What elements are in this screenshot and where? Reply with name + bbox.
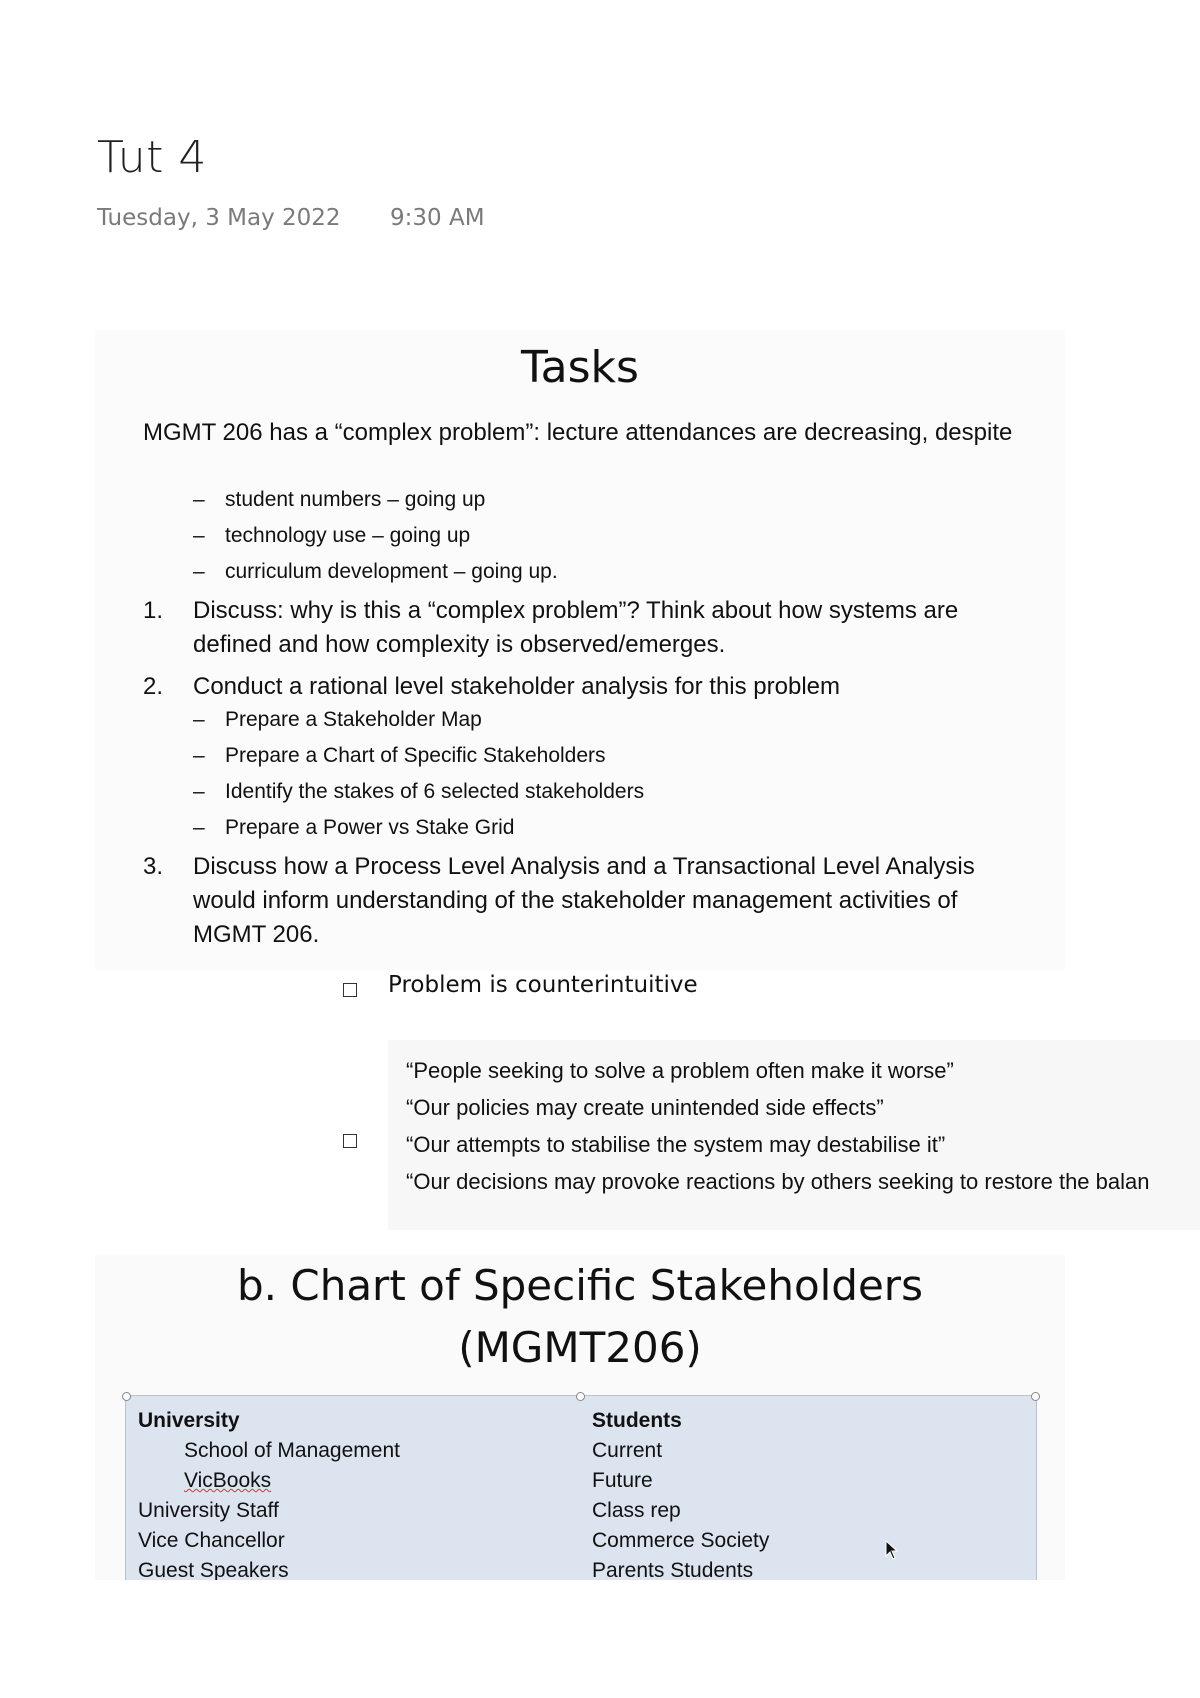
students-column [592,1406,769,1580]
task-sub-bullet: – Prepare a Stakeholder Map [193,708,482,731]
quote-line: “Our attempts to stabilise the system may destabilise it” [406,1132,946,1157]
slide-heading-line1: b. Chart of Specific Stakeholders [237,1261,923,1310]
intro-bullet: – student numbers – going up [193,488,486,511]
page-time: 9:30 AM [390,205,485,231]
slide-heading: Tasks [521,342,639,393]
task-item-2: 2. Conduct a rational level stakeholder analysis for this problem [143,673,841,700]
table-cell: Commerce Society [592,1529,770,1552]
stakeholder-chart-slide-image [95,1255,1065,1580]
table-cell: School of Management [184,1439,400,1462]
table-cell: Vice Chancellor [138,1529,285,1552]
task-sub-bullet: – Prepare a Chart of Specific Stakeholders [193,744,606,767]
resize-handle[interactable] [576,1392,585,1401]
table-cell: Class rep [592,1499,681,1522]
mouse-pointer-icon [885,1540,899,1560]
quote-line: “Our decisions may provoke reactions by others seeking to restore the balan [406,1169,1150,1194]
quote-line: “Our policies may create unintended side effects” [406,1095,884,1120]
page-date: Tuesday, 3 May 2022 [97,205,341,231]
table-cell: VicBooks [184,1469,272,1492]
slide-heading-line2: (MGMT206) [458,1323,702,1372]
checkbox-icon[interactable] [343,983,357,997]
table-cell: Future [592,1469,653,1492]
task-item-3: 3. Discuss how a Process Level Analysis and a Transactional Level Analysis would inform understanding of the stakeholder management activities of MGMT 206. [143,853,975,948]
note-text: Problem is counterintuitive [388,972,698,998]
column-header: Students [592,1409,682,1432]
table-cell: Current [592,1439,663,1462]
quotes-image [388,1040,1200,1230]
task-sub-bullet: – Prepare a Power vs Stake Grid [193,816,515,839]
slide-heading [95,1255,1065,1379]
task-sub-bullet: – Identify the stakes of 6 selected stakeholders [193,780,645,803]
table-cell: Parents Students [592,1559,754,1580]
checkbox-icon[interactable] [343,1134,357,1148]
intro-bullet: – curriculum development – going up. [193,560,558,583]
column-header: University [138,1409,240,1432]
quote-line: “People seeking to solve a problem often make it worse” [406,1058,954,1083]
page-title: Tut 4 [97,132,207,183]
university-column [138,1406,400,1580]
slide-intro: MGMT 206 has a “complex problem”: lecture attendances are decreasing, despite [143,419,1013,446]
task-item-1: 1. Discuss: why is this a “complex problem”? Think about how systems are defined and how complexity is observed/emerges. [143,597,959,658]
table-cell: University Staff [138,1499,279,1522]
resize-handle[interactable] [122,1392,131,1401]
tasks-slide-image [95,330,1065,970]
resize-handle[interactable] [1031,1392,1040,1401]
stakeholder-table [125,1395,1037,1580]
table-cell: Guest Speakers [138,1559,289,1580]
intro-bullet: – technology use – going up [193,524,471,547]
